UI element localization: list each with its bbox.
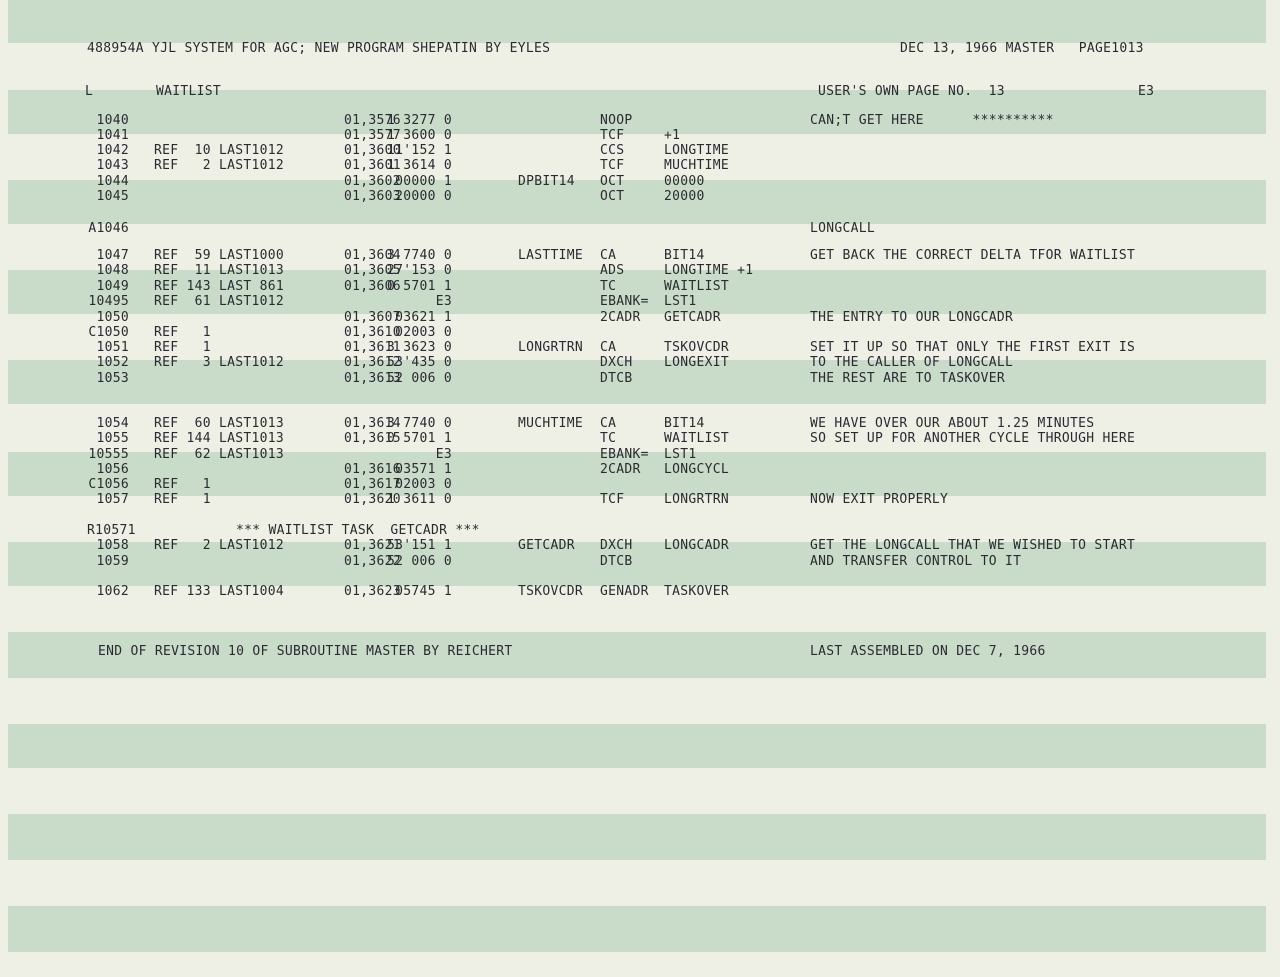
row-ref: REF 11 LAST1013 <box>154 263 285 278</box>
row-code: E3 <box>435 447 452 462</box>
row-num: 1042 <box>96 143 129 158</box>
section-name: WAITLIST <box>156 84 222 99</box>
row-op: EBANK= <box>600 447 649 462</box>
row-operand: TSKOVCDR <box>664 340 730 355</box>
row-comment: GET THE LONGCALL THAT WE WISHED TO START <box>810 538 1136 553</box>
row-ref: REF 1 <box>154 492 211 507</box>
row-comment: AND TRANSFER CONTROL TO IT <box>810 554 1022 569</box>
row-loc: 01,3614 <box>344 416 401 431</box>
row-operand: LONGCADR <box>664 538 730 553</box>
row-loc: 01,3576 <box>344 113 401 128</box>
row-code: 0 5701 1 <box>386 279 452 294</box>
row-operand: LONGRTRN <box>664 492 730 507</box>
row-num: A1046 <box>88 221 129 236</box>
row-loc: 01,3604 <box>344 248 401 263</box>
row-num: 1054 <box>96 416 129 431</box>
row-operand: LONGCYCL <box>664 462 730 477</box>
row-operand: LONGTIME +1 <box>664 263 754 278</box>
row-op: GENADR <box>600 584 649 599</box>
row-operand: WAITLIST <box>664 279 730 294</box>
row-num: C1056 <box>88 477 129 492</box>
row-code: 52 006 0 <box>386 554 452 569</box>
row-op: TC <box>600 431 617 446</box>
row-loc: 01,3606 <box>344 279 401 294</box>
row-operand: MUCHTIME <box>664 158 730 173</box>
row-comment: NOW EXIT PROPERLY <box>810 492 949 507</box>
row-operand: 20000 <box>664 189 705 204</box>
row-code: 0 5701 1 <box>386 431 452 446</box>
row-op: OCT <box>600 174 625 189</box>
row-loc: 01,3623 <box>344 584 401 599</box>
row-ref: REF 10 LAST1012 <box>154 143 285 158</box>
row-operand: +1 <box>664 128 681 143</box>
row-loc: 01,3616 <box>344 462 401 477</box>
row-code: 27'153 0 <box>386 263 452 278</box>
row-label: DPBIT14 <box>518 174 575 189</box>
row-op: DXCH <box>600 538 633 553</box>
row-loc: 01,3620 <box>344 492 401 507</box>
row-comment: THE REST ARE TO TASKOVER <box>810 371 1006 386</box>
row-num: R10571 <box>87 523 136 538</box>
row-num: 1059 <box>96 554 129 569</box>
row-op: ADS <box>600 263 625 278</box>
row-code: 1 3600 0 <box>386 128 452 143</box>
row-ref: REF 143 LAST 861 <box>154 279 285 294</box>
row-label: TSKOVCDR <box>518 584 584 599</box>
row-ref: REF 144 LAST1013 <box>154 431 285 446</box>
row-num: 1057 <box>96 492 129 507</box>
row-loc: 01,3602 <box>344 174 401 189</box>
row-comment: THE ENTRY TO OUR LONGCADR <box>810 310 1014 325</box>
row-loc: 01,3610 <box>344 325 401 340</box>
row-ref: REF 2 LAST1012 <box>154 158 285 173</box>
row-operand: TASKOVER <box>664 584 730 599</box>
row-op: EBANK= <box>600 294 649 309</box>
row-op: CA <box>600 248 617 263</box>
row-num: 1062 <box>96 584 129 599</box>
row-comment: SET IT UP SO THAT ONLY THE FIRST EXIT IS <box>810 340 1136 355</box>
row-loc: 01,3617 <box>344 477 401 492</box>
row-ref: REF 1 <box>154 325 211 340</box>
row-ref: REF 62 LAST1013 <box>154 447 285 462</box>
row-code: 02003 0 <box>395 477 452 492</box>
row-num: 10555 <box>88 447 129 462</box>
row-op: TCF <box>600 128 625 143</box>
row-comment: GET BACK THE CORRECT DELTA TFOR WAITLIST <box>810 248 1136 263</box>
row-operand: LST1 <box>664 447 697 462</box>
row-num: C1050 <box>88 325 129 340</box>
row-code: 03621 1 <box>395 310 452 325</box>
row-label: GETCADR <box>518 538 575 553</box>
row-code: 3 7740 0 <box>386 248 452 263</box>
row-label: LONGRTRN <box>518 340 584 355</box>
section-type: L <box>85 84 94 99</box>
row-loc: 01,3601 <box>344 158 401 173</box>
row-operand: LONGTIME <box>664 143 730 158</box>
row-code: 02003 0 <box>395 325 452 340</box>
users-page-number: USER'S OWN PAGE NO. 13 <box>818 84 1005 99</box>
row-comment: CAN;T GET HERE ********** <box>810 113 1054 128</box>
row-op: CA <box>600 340 617 355</box>
row-num: 1056 <box>96 462 129 477</box>
row-comment: TO THE CALLER OF LONGCALL <box>810 355 1014 370</box>
header-date-page: DEC 13, 1966 MASTER PAGE1013 <box>900 41 1144 56</box>
row-op: CCS <box>600 143 625 158</box>
row-op: DTCB <box>600 371 633 386</box>
row-code: 11'152 1 <box>386 143 452 158</box>
row-num: 1047 <box>96 248 129 263</box>
row-ref: REF 3 LAST1012 <box>154 355 285 370</box>
row-code: 20000 0 <box>395 189 452 204</box>
row-ref: REF 61 LAST1012 <box>154 294 285 309</box>
row-loc: 01,3622 <box>344 554 401 569</box>
row-op: DXCH <box>600 355 633 370</box>
row-op: TCF <box>600 492 625 507</box>
row-code: 52 006 0 <box>386 371 452 386</box>
row-operand: BIT14 <box>664 416 705 431</box>
row-num: 1058 <box>96 538 129 553</box>
row-op: TC <box>600 279 617 294</box>
task-remark: *** WAITLIST TASK GETCADR *** <box>236 523 480 538</box>
row-code: 3 7740 0 <box>386 416 452 431</box>
row-op: OCT <box>600 189 625 204</box>
row-loc: 01,3577 <box>344 128 401 143</box>
row-operand: GETCADR <box>664 310 721 325</box>
header-title: 488954A YJL SYSTEM FOR AGC; NEW PROGRAM SHEPATIN BY EYLES <box>87 41 551 56</box>
row-op: DTCB <box>600 554 633 569</box>
row-label: MUCHTIME <box>518 416 584 431</box>
row-num: 1041 <box>96 128 129 143</box>
row-ref: REF 59 LAST1000 <box>154 248 285 263</box>
row-num: 1040 <box>96 113 129 128</box>
row-code: 00000 1 <box>395 174 452 189</box>
row-comment: LONGCALL <box>810 221 876 236</box>
row-ref: REF 2 LAST1012 <box>154 538 285 553</box>
row-comment: WE HAVE OVER OUR ABOUT 1.25 MINUTES <box>810 416 1095 431</box>
row-loc: 01,3607 <box>344 310 401 325</box>
row-loc: 01,3600 <box>344 143 401 158</box>
row-num: 1055 <box>96 431 129 446</box>
row-code: 53'435 0 <box>386 355 452 370</box>
row-operand: WAITLIST <box>664 431 730 446</box>
row-operand: BIT14 <box>664 248 705 263</box>
row-op: CA <box>600 416 617 431</box>
row-ref: REF 133 LAST1004 <box>154 584 285 599</box>
row-num: 1050 <box>96 310 129 325</box>
row-num: 1043 <box>96 158 129 173</box>
row-num: 1045 <box>96 189 129 204</box>
row-num: 1053 <box>96 371 129 386</box>
row-code: 05745 1 <box>395 584 452 599</box>
footer-assembled: LAST ASSEMBLED ON DEC 7, 1966 <box>810 644 1046 659</box>
row-code: E3 <box>435 294 452 309</box>
row-op: TCF <box>600 158 625 173</box>
row-num: 10495 <box>88 294 129 309</box>
row-code: 1 3277 0 <box>386 113 452 128</box>
row-loc: 01,3605 <box>344 263 401 278</box>
row-code: 03571 1 <box>395 462 452 477</box>
row-code: 1 3614 0 <box>386 158 452 173</box>
row-loc: 01,3603 <box>344 189 401 204</box>
row-loc: 01,3612 <box>344 355 401 370</box>
row-loc: 01,3613 <box>344 371 401 386</box>
row-ref: REF 1 <box>154 477 211 492</box>
row-op: 2CADR <box>600 310 641 325</box>
row-num: 1048 <box>96 263 129 278</box>
row-operand: LONGEXIT <box>664 355 730 370</box>
row-ref: REF 60 LAST1013 <box>154 416 285 431</box>
row-ref: REF 1 <box>154 340 211 355</box>
row-loc: 01,3611 <box>344 340 401 355</box>
row-op: 2CADR <box>600 462 641 477</box>
row-num: 1044 <box>96 174 129 189</box>
row-num: 1051 <box>96 340 129 355</box>
row-op: NOOP <box>600 113 633 128</box>
row-operand: LST1 <box>664 294 697 309</box>
section-bank: E3 <box>1138 84 1155 99</box>
row-loc: 01,3615 <box>344 431 401 446</box>
row-num: 1049 <box>96 279 129 294</box>
row-code: 1 3611 0 <box>386 492 452 507</box>
row-operand: 00000 <box>664 174 705 189</box>
row-loc: 01,3621 <box>344 538 401 553</box>
row-code: 3 3623 0 <box>386 340 452 355</box>
row-label: LASTTIME <box>518 248 584 263</box>
row-num: 1052 <box>96 355 129 370</box>
row-code: 53'151 1 <box>386 538 452 553</box>
footer-revision: END OF REVISION 10 OF SUBROUTINE MASTER BY REICHERT <box>98 644 513 659</box>
row-comment: SO SET UP FOR ANOTHER CYCLE THROUGH HERE <box>810 431 1136 446</box>
